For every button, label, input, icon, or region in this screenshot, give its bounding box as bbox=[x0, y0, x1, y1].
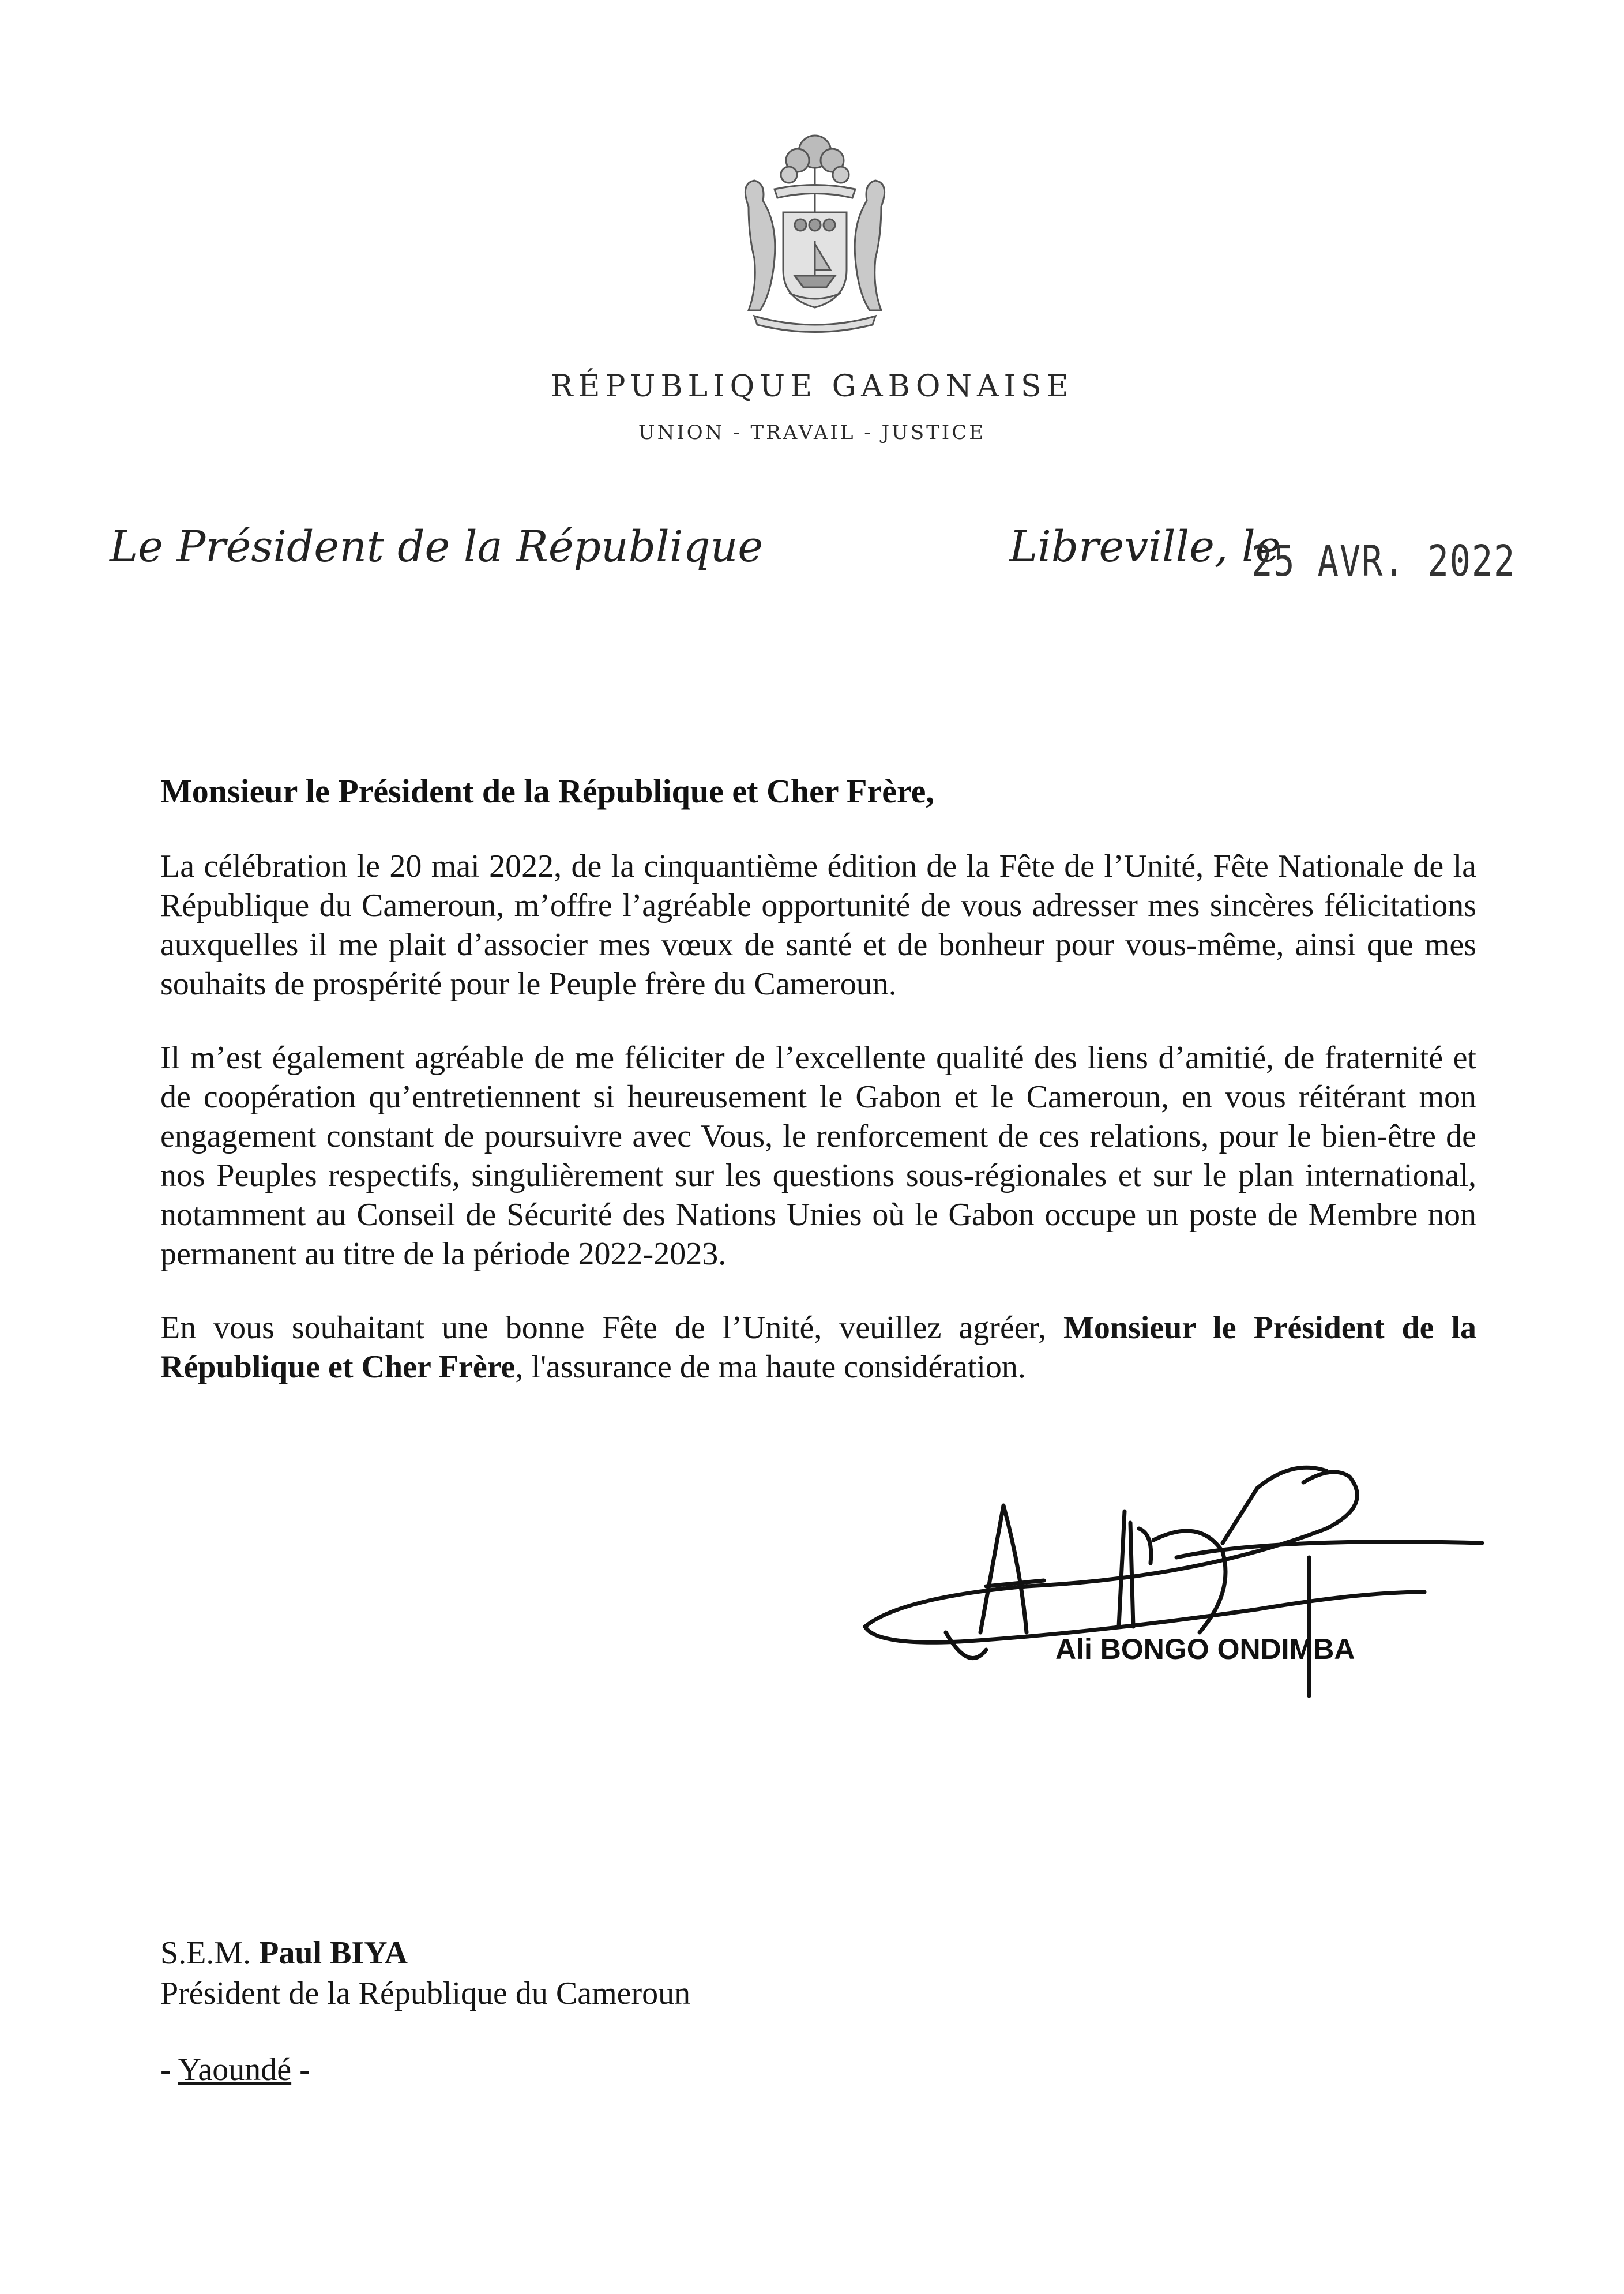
closing-paragraph bbox=[160, 1308, 1476, 1387]
place-label: Libreville, le bbox=[1009, 522, 1281, 572]
coat-of-arms-emblem bbox=[708, 126, 922, 339]
signer-name: Ali BONGO ONDIMBA bbox=[1055, 1633, 1355, 1665]
recipient-title: Président de la République du Cameroun bbox=[160, 1976, 691, 2011]
salutation: Monsieur le Président de la République et Cher Frère, bbox=[160, 772, 934, 810]
handwritten-signature bbox=[854, 1442, 1499, 1742]
recipient-city: Yaoundé bbox=[178, 2052, 292, 2087]
recipient-name: Paul BIYA bbox=[259, 1935, 408, 1971]
city-dash-right: - bbox=[291, 2052, 310, 2087]
sender-title: Le Président de la République bbox=[110, 522, 764, 572]
closing-bold-address: Monsieur le Président de la République et Cher Frère bbox=[160, 1310, 1476, 1385]
recipient-name-line bbox=[160, 1935, 408, 1972]
national-motto: UNION - TRAVAIL - JUSTICE bbox=[638, 421, 986, 444]
closing-text-start: En vous souhaitant une bonne Fête de l’Unité, veuillez agréer, bbox=[160, 1310, 1064, 1346]
date-stamp: 25 AVR. 2022 bbox=[1251, 536, 1516, 586]
recipient-prefix: S.E.M. bbox=[160, 1935, 260, 1971]
paragraph-1: La célébration le 20 mai 2022, de la cinquantième édition de la Fête de l’Unité, Fête Nationale de la République du Cameroun, m’offre l’agréable opportunité de vous adresser mes sincères félicitations auxquelles il me plait d’associer mes vœux de santé et de bonheur pour vous-même, ainsi que mes souhaits de prospérité pour le Peuple frère du Cameroun. bbox=[160, 848, 1476, 1002]
republic-name: RÉPUBLIQUE GABONAISE bbox=[550, 369, 1074, 404]
closing-text-end: , l'assurance de ma haute considération. bbox=[515, 1349, 1026, 1385]
paragraph-2: Il m’est également agréable de me féliciter de l’excellente qualité des liens d’amitié, de fraternité et de coopération qu’entretiennent si heureusement le Gabon et le Cameroun, en vous réitérant mon engagement constant de poursuivre avec Vous, le renforcement de ces relations, pour le bien-être de nos Peuples respectifs, singulièrement sur les questions sous-régionales et sur le plan international, notamment au Conseil de Sécurité des Nations Unies où le Gabon occupe un poste de Membre non permanent au titre de la période 2022-2023. bbox=[160, 1040, 1476, 1272]
city-dash-left: - bbox=[160, 2052, 178, 2087]
recipient-city-line bbox=[160, 2051, 310, 2088]
